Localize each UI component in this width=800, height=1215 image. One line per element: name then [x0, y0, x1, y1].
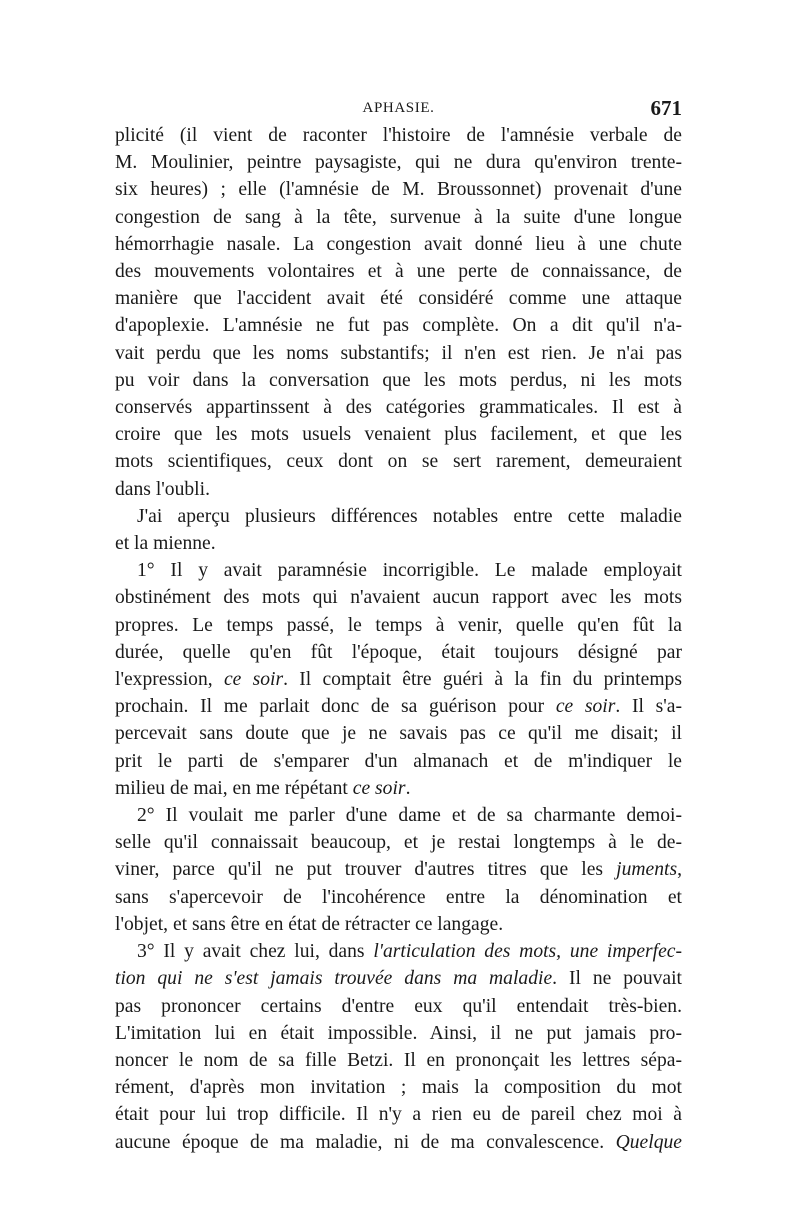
text-line: dans l'oubli. — [115, 478, 210, 500]
text-line: était pour lui trop difficile. Il n'y a rien eu de pareil chez moi à — [115, 1104, 682, 1126]
text-line: pas prononcer certains d'entre eux qu'il entendait très-bien. — [115, 995, 682, 1017]
text-line — [115, 1129, 682, 1156]
text-line — [115, 938, 682, 965]
text-line: vait perdu que les noms substantifs; il n'en est rien. Je n'ai pas — [115, 342, 682, 364]
italic-phrase: juments — [616, 859, 678, 881]
text-segment: . Il ne pouvait — [552, 968, 683, 990]
text-segment: prochain. Il me parlait donc de sa guérison pour — [115, 696, 556, 718]
text-line — [115, 856, 682, 883]
text-line — [115, 965, 682, 992]
text-line: hémorrhagie nasale. La congestion avait donné lieu à une chute — [115, 233, 682, 255]
italic-phrase: ce soir — [223, 669, 284, 691]
text-line: L'imitation lui en était impossible. Ainsi, il ne put jamais pro- — [115, 1022, 682, 1044]
text-line: rément, d'après mon invitation ; mais la composition du mot — [115, 1077, 682, 1099]
text-segment: 3° Il y avait chez lui, dans — [137, 941, 374, 963]
text-line: M. Moulinier, peintre paysagiste, qui ne dura qu'environ trente- — [115, 152, 682, 174]
text-line: pu voir dans la conversation que les mots perdus, ni les mots — [115, 369, 682, 391]
text-line: congestion de sang à la tête, survenue à la suite d'une longue — [115, 206, 682, 228]
text-line: manière que l'accident avait été considéré comme une attaque — [115, 288, 682, 310]
text-line: durée, quelle qu'en fût l'époque, était toujours désigné par — [115, 641, 682, 663]
text-segment: . Il comptait être guéri à la fin du printemps — [283, 669, 682, 691]
running-head — [115, 98, 682, 120]
text-line: sans s'apercevoir de l'incohérence entre la dénomination et — [115, 886, 682, 908]
italic-phrase: Quelque — [615, 1131, 682, 1153]
text-segment: . Il s'a- — [615, 696, 682, 718]
text-line: 1° Il y avait paramnésie incorrigible. Le malade employait — [137, 560, 682, 582]
italic-phrase: tion qui ne s'est jamais trouvée dans ma maladie — [115, 968, 553, 990]
text-line: conservés appartinssent à des catégories grammaticales. Il est à — [115, 397, 682, 419]
text-segment: viner, parce qu'il ne put trouver d'autres titres que les — [115, 859, 617, 881]
text-line: plicité (il vient de raconter l'histoire de l'amnésie verbale de — [115, 125, 682, 146]
text-segment: aucune époque de ma maladie, ni de ma convalescence. — [115, 1131, 616, 1153]
text-segment: l'expression, — [115, 669, 224, 691]
body-text — [115, 122, 682, 1156]
text-segment: milieu de mai, en me répétant — [115, 777, 353, 799]
text-line: propres. Le temps passé, le temps à venir, quelle qu'en fût la — [115, 614, 682, 636]
italic-phrase: ce soir — [555, 696, 616, 718]
text-line — [115, 775, 682, 802]
text-line: selle qu'il connaissait beaucoup, et je restai longtemps à le de- — [115, 832, 682, 854]
text-segment: , — [677, 859, 682, 881]
text-line: croire que les mots usuels venaient plus facilement, et que les — [115, 424, 682, 446]
text-line: des mouvements volontaires et à une perte de connaissance, de — [115, 261, 682, 283]
text-segment: . — [405, 777, 411, 799]
text-line: obstinément des mots qui n'avaient aucun rapport avec les mots — [115, 587, 682, 609]
italic-phrase: l'articulation des mots, une imperfec- — [373, 941, 683, 963]
text-line: prit le parti de s'emparer d'un almanach et de m'indiquer le — [115, 750, 682, 772]
text-line: percevait sans doute que je ne savais pas ce qu'il me disait; il — [115, 723, 682, 745]
text-line: et la mienne. — [115, 533, 216, 555]
text-line: noncer le nom de sa fille Betzi. Il en prononçait les lettres sépa- — [115, 1049, 682, 1071]
text-line: d'apoplexie. L'amnésie ne fut pas complète. On a dit qu'il n'a- — [115, 315, 682, 337]
text-line: mots scientifiques, ceux dont on se sert rarement, demeuraient — [115, 451, 682, 473]
text-line: J'ai aperçu plusieurs différences notables entre cette maladie — [137, 505, 682, 527]
running-title: APHASIE. — [362, 100, 435, 116]
text-line — [115, 666, 682, 693]
text-line — [115, 693, 682, 720]
text-line: 2° Il voulait me parler d'une dame et de sa charmante demoi- — [137, 805, 682, 827]
text-line: six heures) ; elle (l'amnésie de M. Broussonnet) provenait d'une — [115, 179, 682, 201]
text-line: l'objet, et sans être en état de rétracter ce langage. — [115, 913, 504, 935]
page-number: 671 — [650, 96, 682, 120]
italic-phrase: ce soir — [352, 777, 406, 799]
